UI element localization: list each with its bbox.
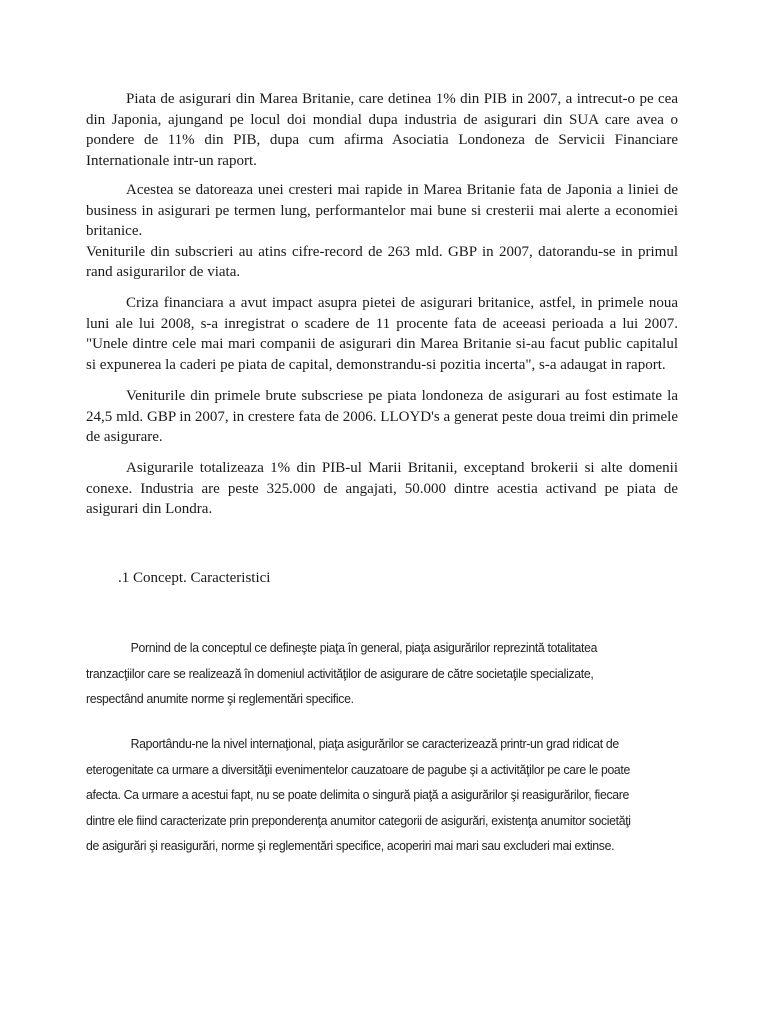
paragraph-financial-crisis: Criza financiara a avut impact asupra pietei de asigurari britanice, astfel, in primele noua luni ale lui 2008, s-a inregistrat o scadere de 11 procente fata de aceeasi perioada a lui 2007. "Unele dintre cele mai mari companii de asigurari din Marea Britanie si-au facut public capitalul si expunerea la caderi pe piata de capital, demonstrandu-si pozitia incerta", s-a adaugat in raport. xyxy=(86,295,678,373)
section-heading: .1 Concept. Caracteristici xyxy=(118,570,271,586)
paragraph-uk-market: Piata de asigurari din Marea Britanie, care detinea 1% din PIB in 2007, a intrecut-o pe cea din Japonia, ajungand pe locul doi mondial dupa industria de asigurari din SUA care avea o pondere de 11% din PIB, dupa cum afirma Asociatia Londoneza de Servicii Financiare Internationale intr-un raport. xyxy=(86,91,678,169)
paragraph-concept: Pornind de la conceptul ce defineşte piaţa în general, piaţa asigurărilor reprezintă totalitatea tranzacţiilor care se realizează în domeniul activităţilor de asigurare de către societaţile specializate, respectând anumite norme şi reglementări specifice. xyxy=(86,640,598,706)
paragraph-growth-text: Acestea se datoreaza unei cresteri mai rapide in Marea Britanie fata de Japonia a liniei de business in asigurari pe termen lung, performantelor mai bune si cresterii mai alerte a economiei britanice. xyxy=(86,182,678,239)
paragraph-revenue-record: Veniturile din subscrieri au atins cifre-record de 263 mld. GBP in 2007, datorandu-se in primul rand asigurarilor de viata. xyxy=(86,243,678,280)
paragraph-international-level: Raportându-ne la nivel internaţional, piaţa asigurărilor se caracterizează printr-un grad ridicat de eterogenitate ca urmare a diversităţii evenimentelor cauzatoare de pagube şi a activităţilor pe care le poate afecta. Ca urmare a acestui fapt, nu se poate delimita o singură piaţă a asigurărilor şi reasigurărilor, fiecare dintre ele fiind caracterizate prin preponderenţa anumitor categorii de asigurări, existenţa anumitor societăţi de asigurări şi reasigurări, norme şi reglementări specifice, acoperiri mai mari sau excluderi mai extinse. xyxy=(86,736,631,853)
paragraph-london-premiums: Veniturile din primele brute subscriese pe piata londoneza de asigurari au fost estimate la 24,5 mld. GBP in 2007, in crestere fata de 2006. LLOYD's a generat peste doua treimi din primele de asigurare. xyxy=(86,388,678,445)
paragraph-industry-size: Asigurarile totalizeaza 1% din PIB-ul Marii Britanii, exceptand brokerii si alte domenii conexe. Industria are peste 325.000 de angajati, 50.000 dintre acestia activand pe piata de asigurari din Londra. xyxy=(86,460,678,517)
paragraph-growth-reasons xyxy=(86,180,678,283)
